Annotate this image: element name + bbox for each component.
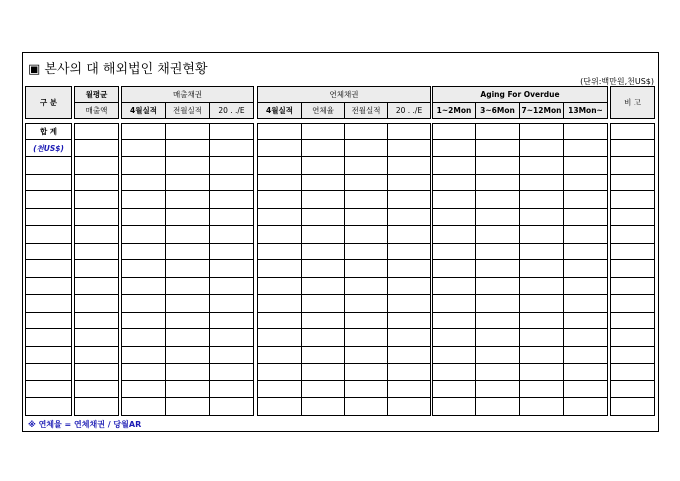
group-remarks [610,86,654,416]
group-receivables [121,86,253,416]
group-overdue [257,86,430,416]
header-receivables-current: 4월실적 [122,102,166,119]
unit-note: (단위:백만원,천US$) [580,77,654,86]
header-receivables-prev: 전월실적 [166,102,210,119]
header-category: 구 분 [26,87,72,119]
header-overdue: 연체채권 [258,87,431,103]
header-aging-7-12: 7~12Mon [520,102,564,119]
header-overdue-current: 4월실적 [258,102,302,119]
row-total-sub: (천US$) [26,140,72,157]
page-title: ▣ 본사의 대 해외법인 채권현황 [28,62,208,77]
group-category [25,86,118,416]
header-receivables: 매출채권 [122,87,254,103]
group-aging [432,86,607,416]
row-total-label: 합 계 [26,123,72,140]
header-remarks: 비 고 [611,87,655,119]
header-aging-3-6: 3~6Mon [476,102,520,119]
header-overdue-rate: 연체율 [302,102,345,119]
header-aging-1-2: 1~2Mon [433,102,476,119]
header-monthly-avg-top: 월평균 [75,87,119,103]
header-aging-13plus: 13Mon~ [564,102,608,119]
cell-total-sales-usd [75,140,119,157]
header-monthly-avg-bottom: 매출액 [75,102,119,119]
footnote: ※ 연체율 = 연체채권 / 당월AR [28,420,142,429]
header-overdue-prev: 전월실적 [345,102,388,119]
header-overdue-estimate: 20 . ./E [388,102,431,119]
header-aging: Aging For Overdue [433,87,608,103]
header-receivables-estimate: 20 . ./E [210,102,254,119]
cell-total-sales [75,123,119,140]
